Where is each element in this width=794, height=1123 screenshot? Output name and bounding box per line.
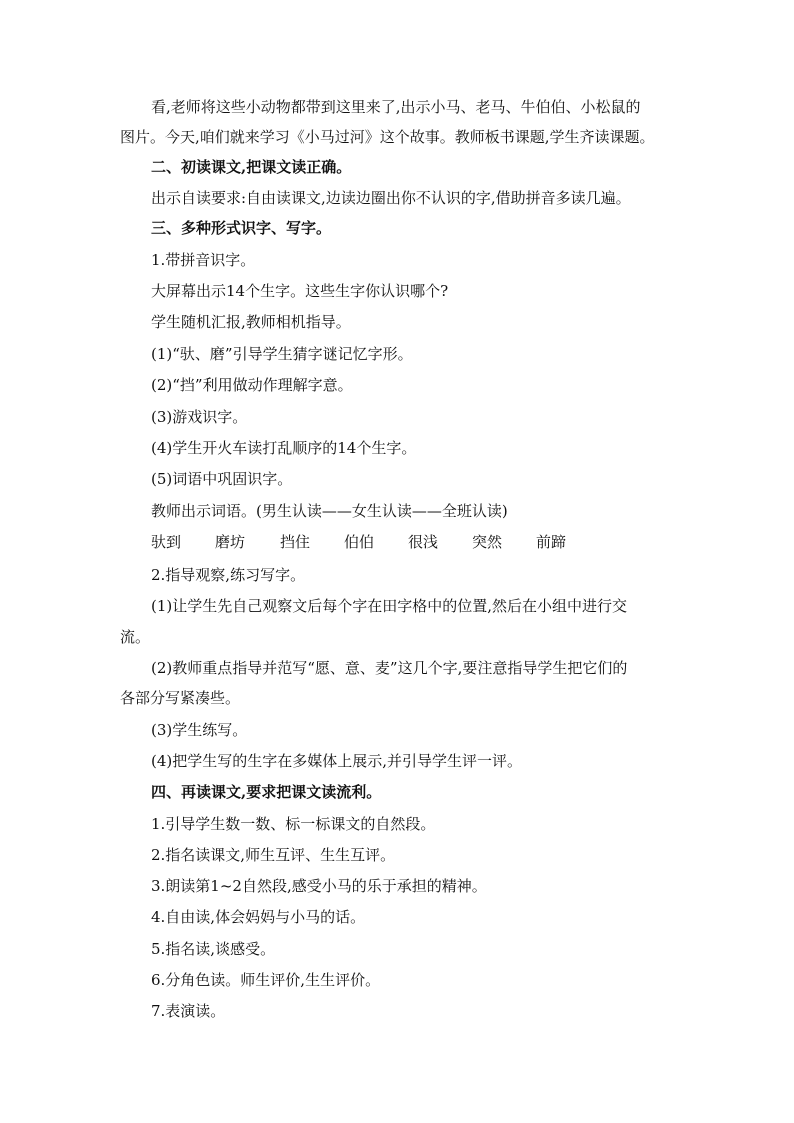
step-1-item-3: (3)游戏识字。: [151, 408, 248, 426]
vocabulary-word: 驮到: [151, 533, 182, 551]
paragraph-intro-line2: 图片。今天,咱们就来学习《小马过河》这个故事。教师板书课题,学生齐读课题。: [120, 128, 655, 146]
step-1-item-4: (4)学生开火车读打乱顺序的14个生字。: [151, 439, 417, 457]
step-2-item-4: (4)把学生写的生字在多媒体上展示,并引导学生评一评。: [151, 752, 523, 770]
vocabulary-word: 很浅: [408, 533, 439, 551]
step-1-title: 1.带拼音识字。: [151, 251, 256, 269]
paragraph-reading-requirement: 出示自读要求:自由读课文,边读边圈出你不认识的字,借助拼音多读几遍。: [151, 189, 631, 207]
step-2-item-2-line1: (2)教师重点指导并范写“愿、意、麦”这几个字,要注意指导学生把它们的: [151, 659, 628, 677]
reread-step-5: 5.指名读,谈感受。: [151, 940, 276, 958]
reread-step-4: 4.自由读,体会妈妈与小马的话。: [151, 908, 366, 926]
step-2-item-1-line2: 流。: [120, 628, 151, 646]
step-1-item-2: (2)“挡”利用做动作理解字意。: [151, 376, 353, 394]
vocabulary-word: 磨坊: [215, 533, 246, 551]
vocabulary-word: 伯伯: [344, 533, 375, 551]
reread-step-6: 6.分角色读。师生评价,生生评价。: [151, 971, 381, 989]
heading-section-2: 二、初读课文,把课文读正确。: [151, 158, 352, 176]
reread-step-7: 7.表演读。: [151, 1002, 226, 1020]
step-2-item-1-line1: (1)让学生先自己观察文后每个字在田字格中的位置,然后在小组中进行交: [151, 597, 628, 615]
step-1-text-a: 大屏幕出示14个生字。这些生字你认识哪个?: [151, 282, 449, 300]
paragraph-intro-line1: 看,老师将这些小动物都带到这里来了,出示小马、老马、牛伯伯、小松鼠的: [151, 98, 641, 116]
step-2-item-2-line2: 各部分写紧凑些。: [120, 689, 241, 707]
step-1-item-1: (1)“驮、磨”引导学生猜字谜记忆字形。: [151, 345, 413, 363]
reread-step-3: 3.朗读第1~2自然段,感受小马的乐于承担的精神。: [151, 877, 487, 895]
vocabulary-word: 前蹄: [536, 533, 567, 551]
step-1-item-5: (5)词语中巩固识字。: [151, 470, 293, 488]
step-2-item-3: (3)学生练写。: [151, 721, 248, 739]
step-1-text-words-intro: 教师出示词语。(男生认读——女生认读——全班认读): [151, 502, 508, 520]
step-1-text-b: 学生随机汇报,教师相机指导。: [151, 313, 351, 331]
reread-step-2: 2.指名读课文,师生互评、生生互评。: [151, 846, 396, 864]
vocabulary-word: 突然: [472, 533, 503, 551]
vocabulary-word: 挡住: [280, 533, 311, 551]
heading-section-4: 四、再读课文,要求把课文读流利。: [151, 783, 382, 801]
heading-section-3: 三、多种形式识字、写字。: [151, 219, 332, 237]
step-2-title: 2.指导观察,练习写字。: [151, 566, 306, 584]
reread-step-1: 1.引导学生数一数、标一标课文的自然段。: [151, 815, 436, 833]
